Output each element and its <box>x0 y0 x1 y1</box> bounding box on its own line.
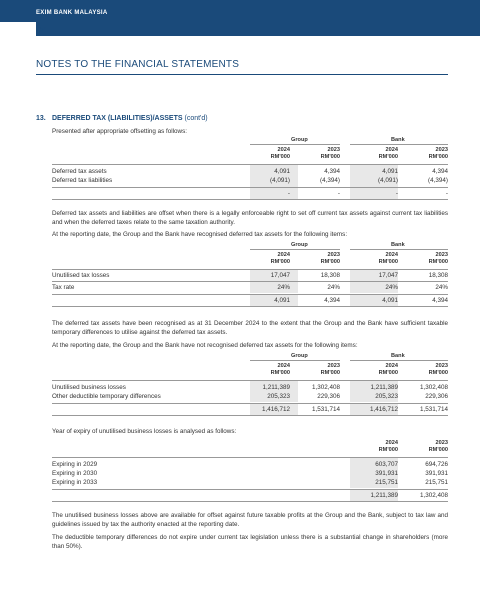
page-title: NOTES TO THE FINANCIAL STATEMENTS <box>36 59 240 70</box>
cell-value: 24% <box>435 284 448 291</box>
bank-rule <box>350 360 448 361</box>
paragraph-offset-explanation: Deferred tax assets and liabilities are offset when there is a legally enforceable right to set off current tax assets against current tax liabilities and when the deferred taxes relate to the same taxation authority. <box>52 210 448 226</box>
total-value: 4,091 <box>382 297 398 304</box>
total-value: 1,211,389 <box>370 492 398 499</box>
section-number: 13. <box>36 115 46 122</box>
col-bank-2024: 2024 RM'000 <box>378 147 398 160</box>
col-2023: 2023 RM'000 <box>428 440 448 453</box>
bank-rule <box>350 144 448 145</box>
col-group-2024: 2024 RM'000 <box>270 363 290 376</box>
paragraph-not-recognised: At the reporting date, the Group and the Bank have not recognised deferred tax assets for the following items: <box>52 342 358 349</box>
cell-value: (4,091) <box>378 177 398 184</box>
cell-value: 1,302,408 <box>419 384 448 391</box>
row-label: Other deductible temporary differences <box>52 393 161 400</box>
cell-value: 229,306 <box>425 393 448 400</box>
total-value: 1,416,712 <box>261 406 290 413</box>
col-bank-2024: 2024 RM'000 <box>378 363 398 376</box>
group-rule <box>250 360 340 361</box>
row-label: Unutilised tax losses <box>52 272 110 279</box>
group-heading: Group <box>291 137 308 143</box>
row-label: Expiring in 2029 <box>52 461 98 468</box>
header-notch <box>0 22 36 36</box>
cell-value: 391,931 <box>375 470 398 477</box>
cell-value: (4,394) <box>428 177 448 184</box>
row-label: Tax rate <box>52 284 75 291</box>
col-group-2023: 2023 RM'000 <box>320 363 340 376</box>
bank-rule <box>350 249 448 250</box>
cell-value: (4,091) <box>270 177 290 184</box>
page-number: 154 <box>36 26 47 33</box>
row-label: Deferred tax liabilities <box>52 177 113 184</box>
group-rule <box>250 249 340 250</box>
paragraph-losses-availability: The unutilised business losses above are available for offset against future taxable profits at the Group and the Bank, subject to tax law and guidelines issued by tax the authority enacted at the reporting date. <box>52 512 448 528</box>
cell-value: 17,047 <box>378 272 398 279</box>
cell-value: 1,211,389 <box>370 384 398 391</box>
total-value: 4,394 <box>432 297 448 304</box>
col-group-2024: 2024 RM'000 <box>270 147 290 160</box>
cell-value: 18,308 <box>320 272 340 279</box>
section-title-main: DEFERRED TAX (LIABILITIES)/ASSETS <box>52 115 183 122</box>
paragraph-expiry: Year of expiry of unutilised business losses is analysed as follows: <box>52 428 237 435</box>
cell-value: 4,091 <box>274 168 290 175</box>
paragraph-recognition-basis: The deferred tax assets have been recognised as at 31 December 2024 to the extent that the Group and the Bank have sufficient taxable temporary differences to utilise against the deferred tax assets. <box>52 320 448 336</box>
total-bottom-rule <box>52 306 448 307</box>
total-bottom-rule <box>52 415 448 416</box>
cell-value: 603,707 <box>375 461 398 468</box>
cell-value: 215,751 <box>375 479 398 486</box>
col-bank-2023: 2023 RM'000 <box>428 147 448 160</box>
total-value: 1,302,408 <box>419 492 448 499</box>
paragraph-recognised: At the reporting date, the Group and the Bank have recognised deferred tax assets for the following items: <box>52 231 348 238</box>
paragraph-temporary-differences: The deductible temporary differences do not expire under current tax legislation unless there is a substantial change in shareholders (more than 50%). <box>52 534 448 550</box>
col-group-2023: 2023 RM'000 <box>320 252 340 265</box>
cell-value: 24% <box>327 284 340 291</box>
total-value: - <box>445 190 448 197</box>
total-bottom-rule <box>52 501 448 502</box>
cell-value: 18,308 <box>428 272 448 279</box>
col-bank-2024: 2024 RM'000 <box>378 252 398 265</box>
bank-heading: Bank <box>391 242 405 248</box>
bank-heading: Bank <box>391 137 405 143</box>
cell-value: 1,302,408 <box>311 384 340 391</box>
total-value: - <box>337 190 340 197</box>
total-value: 1,531,714 <box>311 406 340 413</box>
title-divider <box>36 74 448 75</box>
row-label: Unutilised business losses <box>52 384 126 391</box>
cell-value: 4,091 <box>382 168 398 175</box>
bank-heading: Bank <box>391 353 405 359</box>
group-heading: Group <box>291 353 308 359</box>
cell-value: 205,323 <box>375 393 398 400</box>
cell-value: 4,394 <box>432 168 448 175</box>
section-title-suffix: (cont'd) <box>184 115 208 122</box>
total-value: 1,531,714 <box>419 406 448 413</box>
cell-value: 24% <box>385 284 398 291</box>
brand-name: EXIM BANK MALAYSIA <box>36 10 108 16</box>
total-value: 4,091 <box>274 297 290 304</box>
total-value: - <box>395 190 398 197</box>
cell-value: 1,211,389 <box>262 384 290 391</box>
col-bank-2023: 2023 RM'000 <box>428 363 448 376</box>
header-band <box>0 0 480 36</box>
col-group-2023: 2023 RM'000 <box>320 147 340 160</box>
total-value: 4,394 <box>324 297 340 304</box>
group-rule <box>250 144 340 145</box>
total-bottom-rule <box>52 199 448 200</box>
cell-value: 4,394 <box>324 168 340 175</box>
cell-value: 391,931 <box>425 470 448 477</box>
row-label: Expiring in 2030 <box>52 470 98 477</box>
cell-value: 229,306 <box>317 393 340 400</box>
cell-value: 24% <box>277 284 290 291</box>
row-label: Expiring in 2033 <box>52 479 98 486</box>
col-group-2024: 2024 RM'000 <box>270 252 290 265</box>
col-bank-2023: 2023 RM'000 <box>428 252 448 265</box>
total-value: - <box>287 190 290 197</box>
col-2024: 2024 RM'000 <box>378 440 398 453</box>
cell-value: 215,751 <box>425 479 448 486</box>
paragraph-offsetting: Presented after appropriate offsetting as follows: <box>52 128 187 135</box>
section-title <box>52 115 208 122</box>
group-heading: Group <box>291 242 308 248</box>
cell-value: 17,047 <box>270 272 290 279</box>
cell-value: 205,323 <box>267 393 290 400</box>
total-value: 1,416,712 <box>369 406 398 413</box>
cell-value: (4,394) <box>320 177 340 184</box>
row-label: Deferred tax assets <box>52 168 107 175</box>
cell-value: 694,726 <box>425 461 448 468</box>
